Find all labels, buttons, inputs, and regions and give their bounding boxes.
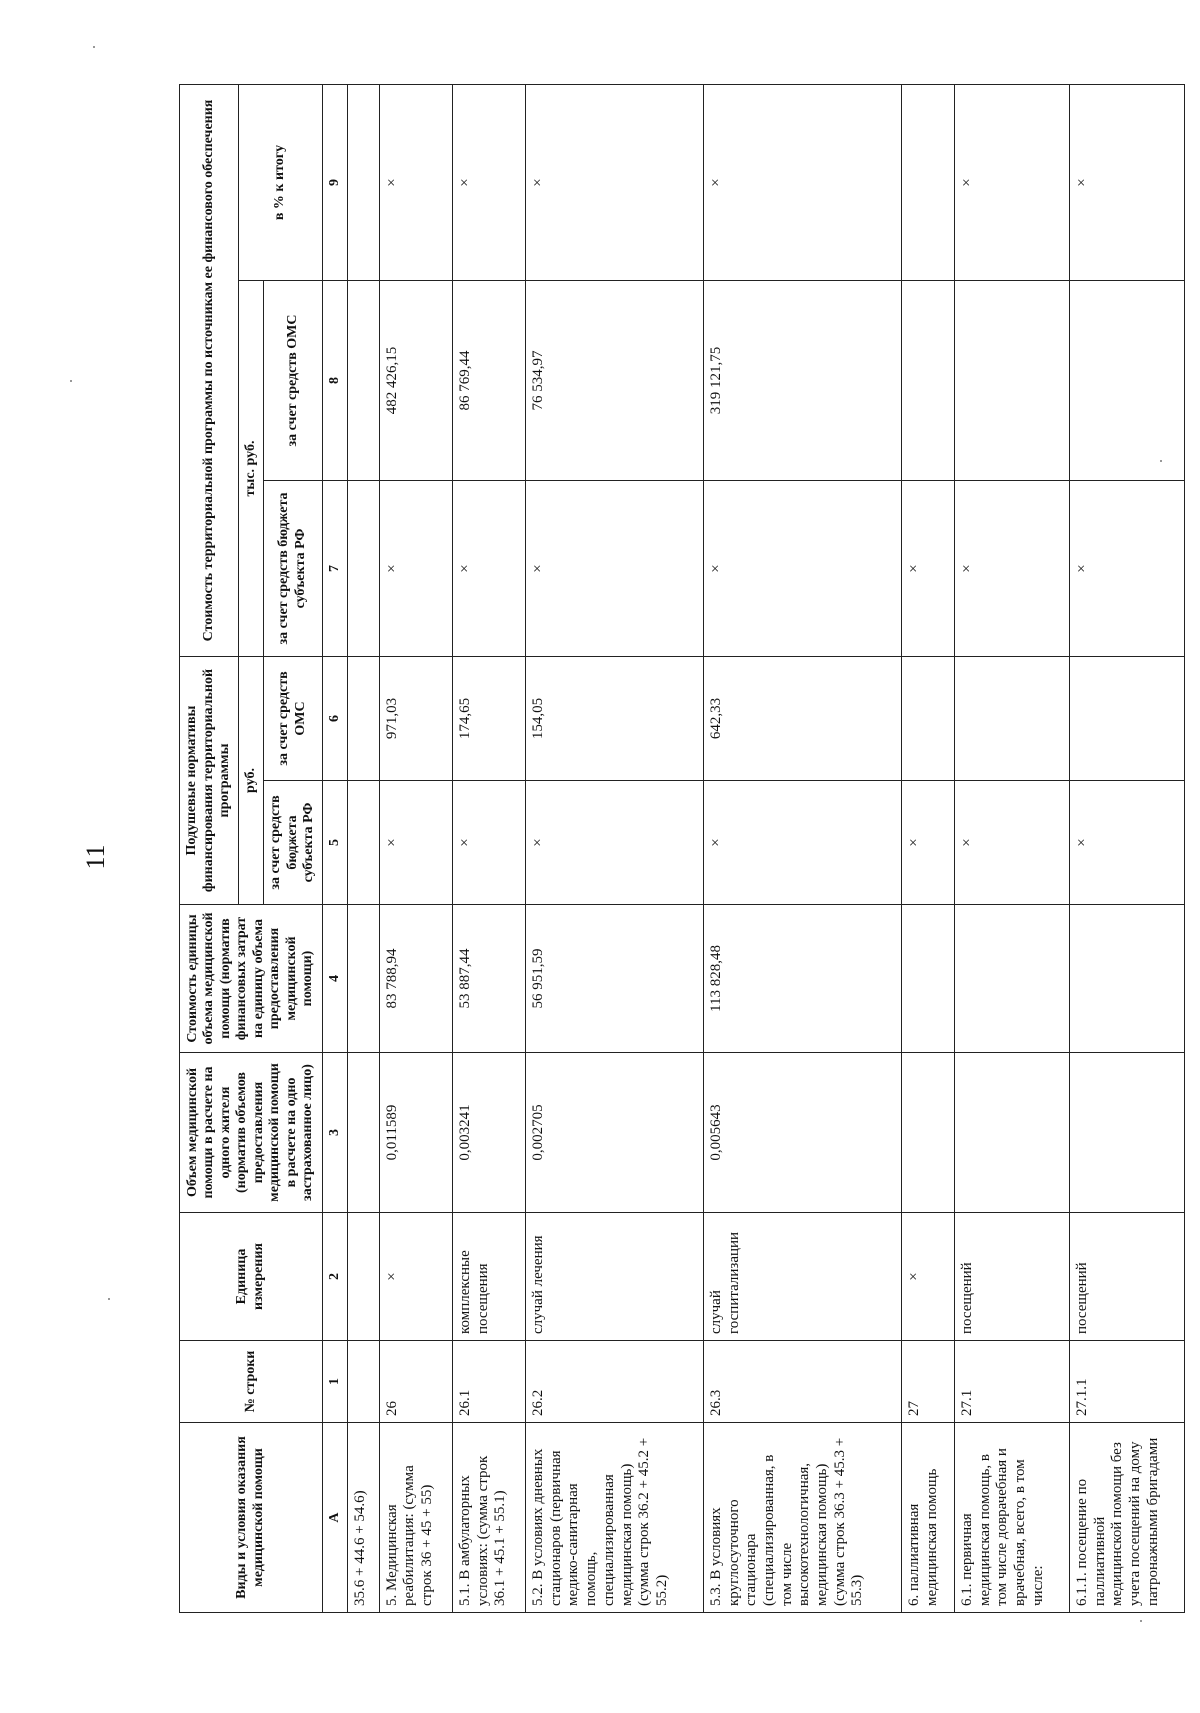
financing-table bbox=[179, 84, 1185, 1613]
cell-unit bbox=[348, 1213, 380, 1341]
cell-unit-cost: 113 828,48 bbox=[703, 905, 902, 1053]
header-col-9: в % к итогу bbox=[238, 84, 322, 280]
header-group-cost: Стоимость территориальной программы по источникам ее финансового обеспечения bbox=[180, 84, 239, 656]
cell-volume bbox=[954, 1053, 1069, 1213]
cell-row-number: 27.1 bbox=[954, 1341, 1069, 1423]
cell-volume bbox=[902, 1053, 954, 1213]
cell-oms-total bbox=[902, 281, 954, 481]
cell-budget-total: × bbox=[1069, 481, 1184, 657]
cell-oms-per-capita bbox=[348, 657, 380, 781]
rotated-table-container bbox=[179, 85, 1185, 1613]
header-col-8: за счет средств ОМС bbox=[264, 281, 323, 481]
header-col-2: Единица измерения bbox=[180, 1213, 323, 1341]
cell-budget-per-capita: × bbox=[954, 781, 1069, 905]
cell-percent-total: × bbox=[452, 84, 525, 280]
cell-row-label: 6.1.1. посещение по паллиативной медицинской помощи без учета посещений на дому патронажными бригадами bbox=[1069, 1423, 1184, 1613]
cell-oms-total: 482 426,15 bbox=[379, 281, 452, 481]
table-row bbox=[452, 84, 525, 1612]
cell-oms-total bbox=[348, 281, 380, 481]
cell-row-label: 35.6 + 44.6 + 54.6) bbox=[348, 1423, 380, 1613]
cell-row-label: 6. паллиативная медицинская помощь bbox=[902, 1423, 954, 1613]
header-col-a: Виды и условия оказания медицинской помощи bbox=[180, 1423, 323, 1613]
cell-budget-per-capita: × bbox=[703, 781, 902, 905]
column-number: А bbox=[322, 1423, 347, 1613]
cell-unit: случай госпитализации bbox=[703, 1213, 902, 1341]
cell-unit: комплексные посещения bbox=[452, 1213, 525, 1341]
cell-row-label: 6.1. первичная медицинская помощь, в том числе доврачебная и врачебная, всего, в том числе: bbox=[954, 1423, 1069, 1613]
cell-percent-total: × bbox=[703, 84, 902, 280]
cell-row-label: 5.1. В амбулаторных условиях: (сумма строк 36.1 + 45.1 + 55.1) bbox=[452, 1423, 525, 1613]
header-col-7: за счет средств бюджета субъекта РФ bbox=[264, 481, 323, 657]
cell-oms-per-capita: 971,03 bbox=[379, 657, 452, 781]
cell-budget-total: × bbox=[902, 481, 954, 657]
header-col-3: Объем медицинской помощи в расчете на одного жителя (норматив объемов предоставления медицинской помощи в расчете на одно застрахованное лицо) bbox=[180, 1053, 323, 1213]
scan-speck bbox=[70, 380, 72, 382]
column-number: 9 bbox=[322, 84, 347, 280]
cell-oms-total: 76 534,97 bbox=[526, 281, 704, 481]
cell-row-number bbox=[348, 1341, 380, 1423]
cell-percent-total: × bbox=[526, 84, 704, 280]
header-col-6: за счет средств ОМС bbox=[264, 657, 323, 781]
cell-budget-per-capita bbox=[348, 781, 380, 905]
table-row bbox=[348, 84, 380, 1612]
cell-row-label: 5. Медицинская реабилитация: (сумма строк 36 + 45 + 55) bbox=[379, 1423, 452, 1613]
cell-oms-total: 319 121,75 bbox=[703, 281, 902, 481]
cell-budget-total: × bbox=[452, 481, 525, 657]
cell-unit-cost bbox=[348, 905, 380, 1053]
cell-budget-per-capita: × bbox=[526, 781, 704, 905]
column-number-row bbox=[322, 84, 347, 1612]
cell-unit: посещений bbox=[1069, 1213, 1184, 1341]
table-row bbox=[902, 84, 954, 1612]
column-number: 8 bbox=[322, 281, 347, 481]
cell-percent-total bbox=[902, 84, 954, 280]
cell-unit-cost bbox=[1069, 905, 1184, 1053]
cell-unit-cost bbox=[902, 905, 954, 1053]
table-row bbox=[954, 84, 1069, 1612]
cell-budget-total: × bbox=[379, 481, 452, 657]
cell-budget-per-capita: × bbox=[902, 781, 954, 905]
cell-oms-per-capita bbox=[1069, 657, 1184, 781]
cell-row-number: 26.3 bbox=[703, 1341, 902, 1423]
table-row bbox=[379, 84, 452, 1612]
cell-percent-total: × bbox=[379, 84, 452, 280]
cell-row-number: 27 bbox=[902, 1341, 954, 1423]
cell-volume bbox=[348, 1053, 380, 1213]
cell-unit-cost: 83 788,94 bbox=[379, 905, 452, 1053]
cell-oms-per-capita bbox=[954, 657, 1069, 781]
scan-speck bbox=[93, 46, 95, 48]
cell-unit: случай лечения bbox=[526, 1213, 704, 1341]
cell-oms-total: 86 769,44 bbox=[452, 281, 525, 481]
cell-oms-per-capita bbox=[902, 657, 954, 781]
column-number: 5 bbox=[322, 781, 347, 905]
cell-row-label: 5.3. В условиях круглосуточного стационара (специализированная, в том числе высокотехнологичная, медицинская помощь) (сумма строк 36.3 + 45.3 + 55.3) bbox=[703, 1423, 902, 1613]
table-row bbox=[526, 84, 704, 1612]
cell-oms-per-capita: 174,65 bbox=[452, 657, 525, 781]
table-row bbox=[1069, 84, 1184, 1612]
cell-percent-total bbox=[348, 84, 380, 280]
page-number: 11 bbox=[81, 844, 110, 870]
cell-unit: посещений bbox=[954, 1213, 1069, 1341]
cell-percent-total: × bbox=[954, 84, 1069, 280]
cell-budget-per-capita: × bbox=[379, 781, 452, 905]
cell-oms-total bbox=[1069, 281, 1184, 481]
header-unit-rub: руб. bbox=[238, 657, 264, 905]
cell-unit: × bbox=[902, 1213, 954, 1341]
cell-budget-per-capita: × bbox=[452, 781, 525, 905]
scan-speck bbox=[1160, 460, 1162, 462]
table-row bbox=[703, 84, 902, 1612]
cell-budget-per-capita: × bbox=[1069, 781, 1184, 905]
cell-unit-cost: 53 887,44 bbox=[452, 905, 525, 1053]
header-unit-thousand-rub: тыс. руб. bbox=[238, 281, 264, 657]
column-number: 2 bbox=[322, 1213, 347, 1341]
cell-budget-total: × bbox=[526, 481, 704, 657]
cell-budget-total: × bbox=[954, 481, 1069, 657]
scan-speck bbox=[108, 1298, 110, 1300]
cell-row-number: 26.2 bbox=[526, 1341, 704, 1423]
cell-oms-per-capita: 154,05 bbox=[526, 657, 704, 781]
cell-budget-total: × bbox=[703, 481, 902, 657]
cell-unit: × bbox=[379, 1213, 452, 1341]
cell-budget-total bbox=[348, 481, 380, 657]
column-number: 4 bbox=[322, 905, 347, 1053]
cell-row-number: 27.1.1 bbox=[1069, 1341, 1184, 1423]
cell-volume: 0,002705 bbox=[526, 1053, 704, 1213]
scan-speck bbox=[1140, 1620, 1142, 1622]
cell-oms-total bbox=[954, 281, 1069, 481]
header-col-5: за счет средств бюджета субъекта РФ bbox=[264, 781, 323, 905]
cell-row-number: 26.1 bbox=[452, 1341, 525, 1423]
cell-row-number: 26 bbox=[379, 1341, 452, 1423]
cell-volume: 0,003241 bbox=[452, 1053, 525, 1213]
header-col-4: Стоимость единицы объема медицинской помощи (норматив финансовых затрат на единицу объема предоставления медицинской помощи) bbox=[180, 905, 323, 1053]
column-number: 3 bbox=[322, 1053, 347, 1213]
cell-volume: 0,011589 bbox=[379, 1053, 452, 1213]
cell-volume: 0,005643 bbox=[703, 1053, 902, 1213]
cell-oms-per-capita: 642,33 bbox=[703, 657, 902, 781]
header-col-1: № строки bbox=[180, 1341, 323, 1423]
cell-percent-total: × bbox=[1069, 84, 1184, 280]
column-number: 7 bbox=[322, 481, 347, 657]
cell-row-label: 5.2. В условиях дневных стационаров (первичная медико-санитарная помощь, специализированная медицинская помощь) (сумма строк 36.2 + 45.2 + 55.2) bbox=[526, 1423, 704, 1613]
header-group-per-capita: Подушевые нормативы финансирования территориальной программы bbox=[180, 657, 239, 905]
column-number: 6 bbox=[322, 657, 347, 781]
header-row-1 bbox=[180, 84, 239, 1612]
cell-volume bbox=[1069, 1053, 1184, 1213]
column-number: 1 bbox=[322, 1341, 347, 1423]
cell-unit-cost bbox=[954, 905, 1069, 1053]
cell-unit-cost: 56 951,59 bbox=[526, 905, 704, 1053]
